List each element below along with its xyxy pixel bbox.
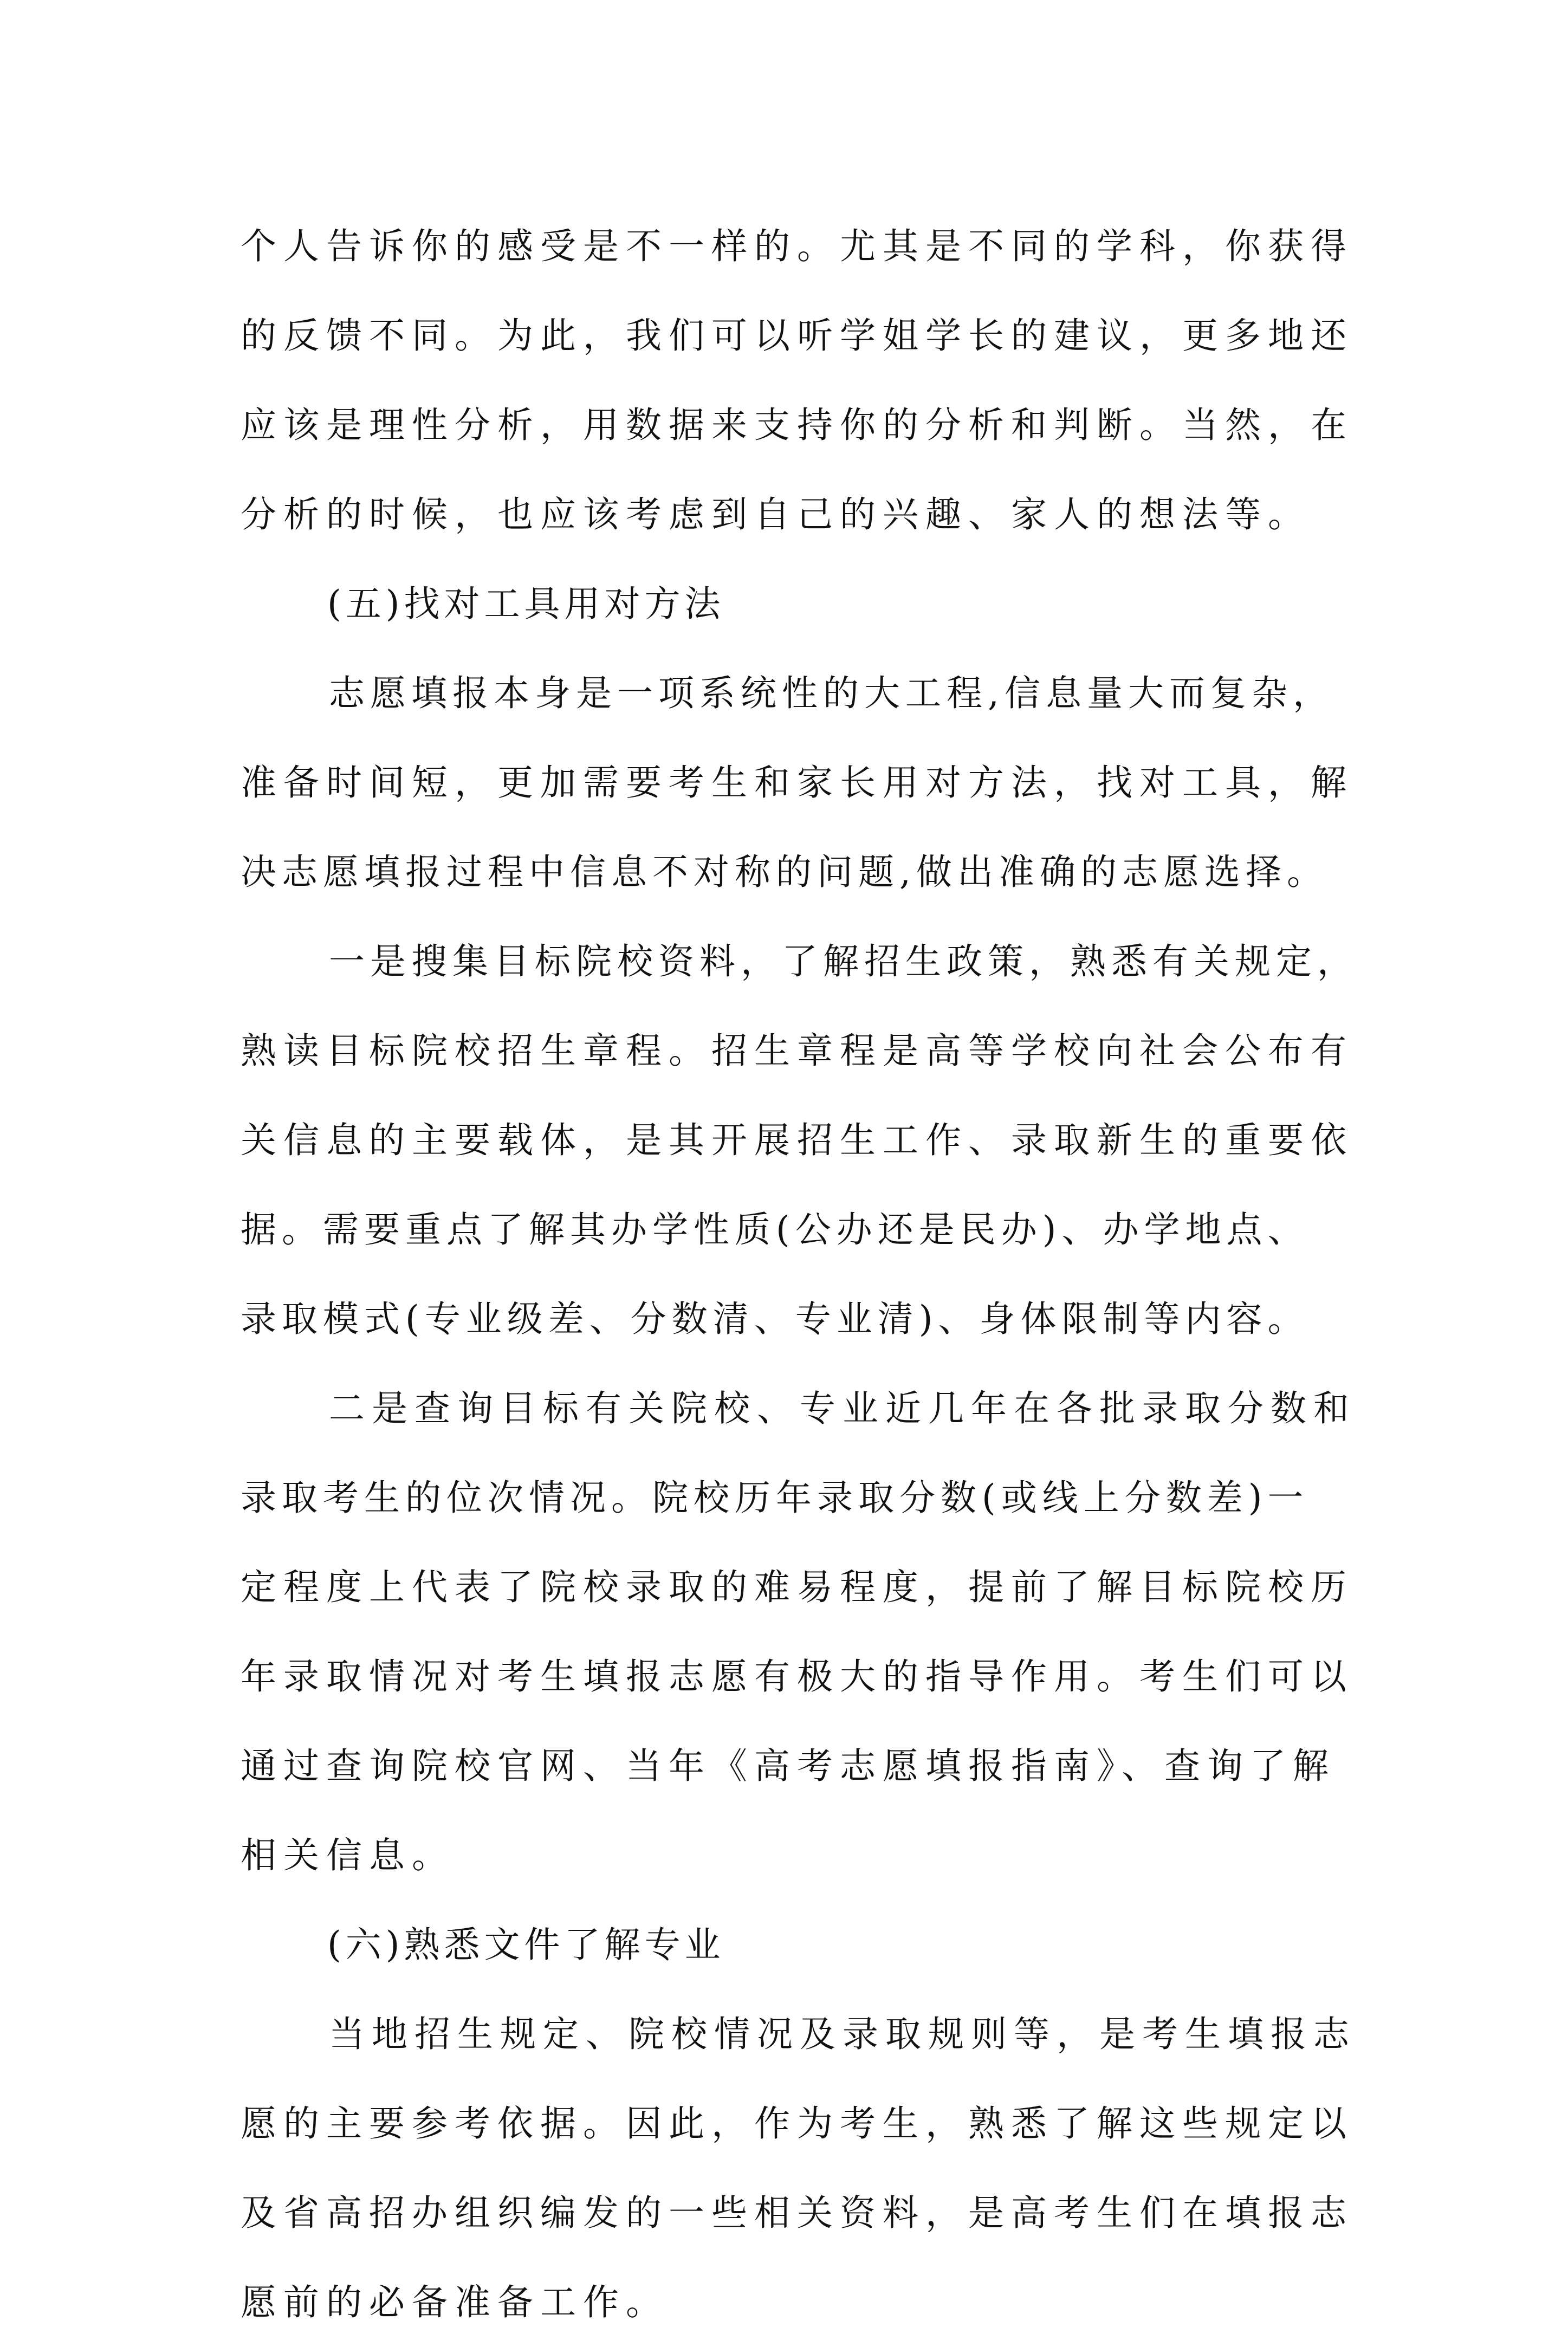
paragraph-line: 一是搜集目标院校资料，了解招生政策，熟悉有关规定， (329, 941, 1358, 982)
paragraph-line: 愿前的必备准备工作。 (241, 2281, 669, 2323)
section-heading-5: (五)找对工具用对方法 (327, 583, 725, 625)
paragraph-line: 定程度上代表了院校录取的难易程度，提前了解目标院校历 (241, 1566, 1353, 1608)
paragraph-line: 相关信息。 (241, 1834, 455, 1876)
paragraph-line: 当地招生规定、院校情况及录取规则等，是考生填报志 (329, 2013, 1356, 2055)
paragraph-line: 年录取情况对考生填报志愿有极大的指导作用。考生们可以 (241, 1656, 1353, 1697)
paragraph-line: 的反馈不同。为此，我们可以听学姐学长的建议，更多地还 (241, 315, 1353, 356)
paragraph-line: 应该是理性分析，用数据来支持你的分析和判断。当然，在 (241, 404, 1353, 446)
paragraph-line: 录取模式(专业级差、分数清、专业清)、身体限制等内容。 (241, 1298, 1309, 1340)
paragraph-line: 准备时间短，更加需要考生和家长用对方法，找对工具，解 (241, 762, 1353, 803)
paragraph-line: 关信息的主要载体，是其开展招生工作、录取新生的重要依 (241, 1119, 1353, 1161)
paragraph-line: 及省高招办组织编发的一些相关资料，是高考生们在填报志 (241, 2192, 1353, 2234)
document-body (241, 202, 1358, 2347)
paragraph-line: 据。需要重点了解其办学性质(公办还是民办)、办学地点、 (241, 1209, 1309, 1250)
paragraph-line: 通过查询院校官网、当年《高考志愿填报指南》、查询了解 (241, 1745, 1336, 1787)
paragraph-line: 决志愿填报过程中信息不对称的问题,做出准确的志愿选择。 (241, 851, 1328, 893)
paragraph-line: 熟读目标院校招生章程。招生章程是高等学校向社会公布有 (241, 1030, 1353, 1072)
paragraph-line: 志愿填报本身是一项系统性的大工程,信息量大而复杂， (329, 672, 1334, 714)
paragraph-line: 录取考生的位次情况。院校历年录取分数(或线上分数差)一 (241, 1477, 1309, 1519)
paragraph-line: 愿的主要参考依据。因此，作为考生，熟悉了解这些规定以 (241, 2103, 1353, 2144)
paragraph-line: 二是查询目标有关院校、专业近几年在各批录取分数和 (329, 1388, 1356, 1429)
section-heading-6: (六)熟悉文件了解专业 (327, 1924, 725, 1966)
paragraph-line: 个人告诉你的感受是不一样的。尤其是不同的学科，你获得 (241, 225, 1353, 267)
paragraph-line: 分析的时候，也应该考虑到自己的兴趣、家人的想法等。 (241, 494, 1311, 535)
